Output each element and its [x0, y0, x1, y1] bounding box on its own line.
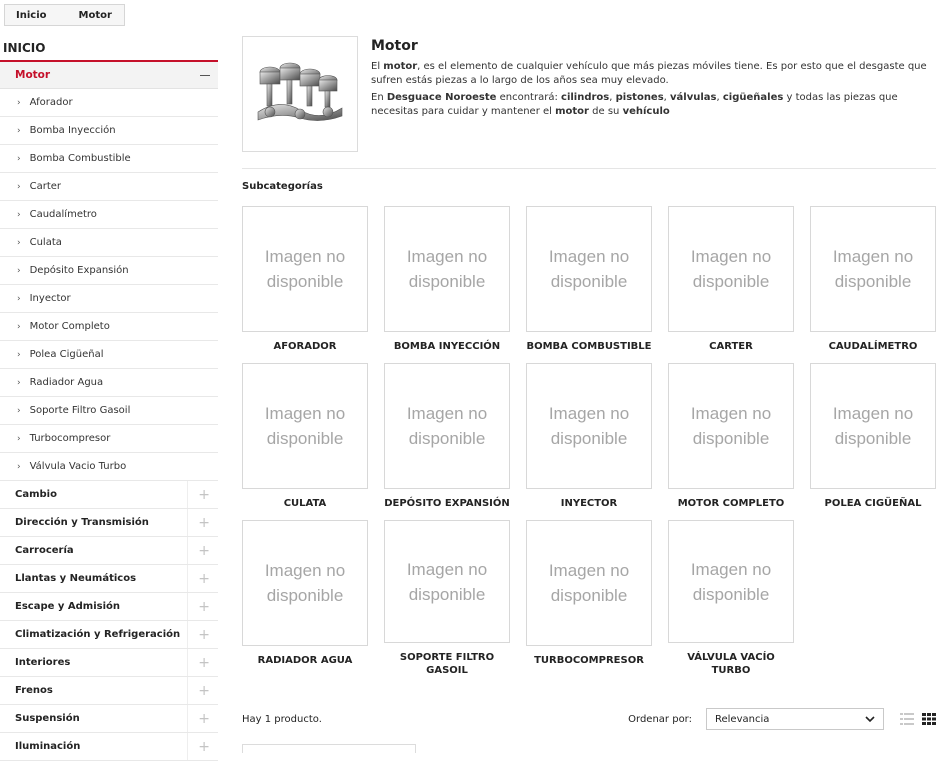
- chevron-right-icon: ›: [17, 209, 21, 220]
- product-count: Hay 1 producto.: [242, 713, 322, 725]
- sidebar-category[interactable]: [0, 565, 218, 593]
- sidebar-subitem[interactable]: [0, 201, 218, 229]
- grid-view-icon[interactable]: [922, 713, 936, 725]
- image-placeholder[interactable]: [242, 206, 368, 332]
- sidebar-category[interactable]: [0, 537, 218, 565]
- sidebar-subitem-label: Válvula Vacio Turbo: [29, 461, 127, 472]
- chevron-right-icon: ›: [17, 461, 21, 472]
- subcategory-tile[interactable]: [668, 520, 794, 677]
- sidebar-category-label: Carrocería: [15, 545, 74, 556]
- description-paragraph-1: [371, 60, 936, 87]
- sidebar-subitem[interactable]: [0, 341, 218, 369]
- sidebar-title[interactable]: INICIO: [0, 38, 218, 62]
- description-text: ,: [716, 92, 723, 103]
- placeholder-text: disponible: [408, 272, 486, 291]
- subcategory-name[interactable]: CULATA: [283, 498, 327, 509]
- image-placeholder[interactable]: [526, 363, 652, 489]
- sidebar-subitem[interactable]: [0, 397, 218, 425]
- subcategory-tile[interactable]: [384, 206, 510, 363]
- description-bold-text: válvulas: [670, 92, 717, 103]
- image-placeholder[interactable]: [242, 520, 368, 646]
- expand-plus-icon[interactable]: +: [187, 537, 210, 564]
- placeholder-text: disponible: [550, 429, 628, 448]
- placeholder-text: Imagen no: [406, 404, 488, 423]
- image-placeholder[interactable]: [668, 520, 794, 643]
- placeholder-text: Imagen no: [690, 247, 772, 266]
- placeholder-text: Imagen no: [406, 559, 488, 579]
- placeholder-text: disponible: [550, 586, 628, 605]
- sort-selected-value: Relevancia: [715, 713, 770, 725]
- sidebar-subitem-label: Soporte Filtro Gasoil: [29, 405, 131, 416]
- placeholder-text: disponible: [266, 272, 344, 291]
- description-text: En: [371, 92, 387, 103]
- image-placeholder[interactable]: [526, 206, 652, 332]
- sidebar-subitem[interactable]: [0, 89, 218, 117]
- sidebar-subitem-label: Depósito Expansión: [29, 265, 129, 276]
- sidebar-category[interactable]: [0, 509, 218, 537]
- chevron-right-icon: ›: [17, 433, 21, 444]
- description-text: El: [371, 61, 384, 72]
- sidebar-subitem-label: Culata: [29, 237, 62, 248]
- description-bold-text: Desguace Noroeste: [386, 92, 497, 103]
- sidebar-subitem[interactable]: [0, 285, 218, 313]
- description-text: ,: [663, 92, 671, 103]
- expand-plus-icon[interactable]: +: [187, 677, 210, 704]
- description-paragraph-2: [371, 91, 936, 118]
- subcategory-name[interactable]: CARTER: [709, 341, 753, 352]
- subcategories-heading: Subcategorías: [242, 181, 323, 192]
- subcategory-name[interactable]: BOMBA INYECCIÓN: [393, 341, 501, 352]
- subcategory-tile[interactable]: [526, 363, 652, 520]
- breadcrumb: [4, 4, 125, 26]
- description-bold-text: cigüeñales: [722, 92, 784, 103]
- sidebar-item-label: Motor: [15, 69, 51, 81]
- sidebar-category[interactable]: [0, 593, 218, 621]
- image-placeholder[interactable]: [384, 520, 510, 643]
- subcategory-name[interactable]: SOPORTE FILTRO GASOIL: [399, 652, 495, 676]
- placeholder-text: disponible: [266, 586, 344, 605]
- category-description: [371, 60, 936, 118]
- sidebar-subitem[interactable]: [0, 257, 218, 285]
- sidebar-category[interactable]: [0, 733, 218, 761]
- image-placeholder[interactable]: [242, 363, 368, 489]
- sidebar-category[interactable]: [0, 705, 218, 733]
- placeholder-text: disponible: [692, 584, 770, 604]
- placeholder-text: Imagen no: [406, 247, 488, 266]
- sidebar-subitem[interactable]: [0, 229, 218, 257]
- expand-plus-icon[interactable]: +: [187, 705, 210, 732]
- expand-plus-icon[interactable]: +: [187, 649, 210, 676]
- sidebar-subitem-label: Carter: [29, 181, 62, 192]
- category-header: [242, 36, 936, 154]
- placeholder-text: Imagen no: [264, 561, 346, 580]
- breadcrumb-home-link[interactable]: [5, 5, 61, 25]
- sidebar-subitem-label: Radiador Agua: [29, 377, 104, 388]
- sidebar-subitem-label: Aforador: [29, 97, 73, 108]
- description-bold-text: motor: [555, 105, 589, 117]
- description-bold-text: motor: [383, 61, 418, 72]
- chevron-right-icon: ›: [17, 237, 21, 248]
- subcategory-tile[interactable]: [242, 363, 368, 520]
- sidebar-item-motor[interactable]: [0, 62, 218, 89]
- sidebar-subitem-label: Motor Completo: [29, 321, 110, 332]
- subcategory-name[interactable]: POLEA CIGÜEÑAL: [824, 498, 922, 509]
- subcategory-tile[interactable]: [668, 363, 794, 520]
- products-toolbar: [242, 704, 936, 734]
- expand-plus-icon[interactable]: +: [187, 621, 210, 648]
- subcategory-tile[interactable]: [810, 363, 936, 520]
- engine-image-icon: [242, 36, 358, 152]
- subcategory-name[interactable]: INYECTOR: [560, 498, 618, 509]
- expand-plus-icon[interactable]: +: [187, 733, 210, 760]
- placeholder-text: Imagen no: [264, 404, 346, 423]
- description-bold-text: pistones: [615, 92, 664, 103]
- placeholder-text: disponible: [266, 429, 344, 448]
- main-content: [242, 36, 936, 677]
- subcategory-tile[interactable]: [526, 520, 652, 677]
- description-text: , es el elemento de cualquier vehículo que más piezas móviles tiene. Es por esto que el desgaste que sufren estás piezas a lo largo de los años sea muy elevado.: [371, 61, 927, 86]
- description-bold-text: vehículo: [622, 105, 670, 117]
- sidebar-subitem[interactable]: [0, 425, 218, 453]
- placeholder-text: disponible: [692, 429, 770, 448]
- placeholder-text: Imagen no: [832, 247, 914, 266]
- expand-plus-icon[interactable]: +: [187, 593, 210, 620]
- subcategory-name[interactable]: RADIADOR AGUA: [257, 655, 353, 666]
- chevron-right-icon: ›: [17, 293, 21, 304]
- subcategory-tile[interactable]: [384, 363, 510, 520]
- subcategory-tile[interactable]: [242, 520, 368, 677]
- sidebar-category-label: Frenos: [15, 685, 53, 696]
- sidebar-category[interactable]: [0, 621, 218, 649]
- placeholder-text: disponible: [692, 272, 770, 291]
- placeholder-text: Imagen no: [832, 404, 914, 423]
- expand-plus-icon[interactable]: +: [187, 481, 210, 508]
- sidebar-subitem-label: Polea Cigüeñal: [29, 349, 104, 360]
- subcategory-grid: [242, 206, 936, 677]
- subcategory-tile[interactable]: [384, 520, 510, 677]
- chevron-right-icon: ›: [17, 377, 21, 388]
- list-view-icon[interactable]: [900, 713, 914, 725]
- collapse-minus-icon[interactable]: [200, 75, 210, 76]
- placeholder-text: Imagen no: [690, 404, 772, 423]
- image-placeholder[interactable]: [384, 363, 510, 489]
- image-placeholder[interactable]: [668, 206, 794, 332]
- description-text: de su: [588, 105, 623, 117]
- sidebar-subitem-label: Inyector: [29, 293, 71, 304]
- sidebar-category-label: Suspensión: [15, 713, 80, 724]
- sidebar-subitem-label: Bomba Combustible: [29, 153, 131, 164]
- chevron-right-icon: ›: [17, 321, 21, 332]
- subcategory-name[interactable]: AFORADOR: [273, 341, 337, 352]
- subcategory-name[interactable]: TURBOCOMPRESOR: [534, 655, 644, 666]
- subcategory-name[interactable]: CAUDALÍMETRO: [828, 341, 918, 352]
- chevron-right-icon: ›: [17, 153, 21, 164]
- placeholder-text: Imagen no: [690, 559, 772, 579]
- placeholder-text: Imagen no: [548, 404, 630, 423]
- product-card[interactable]: [242, 744, 416, 753]
- chevron-right-icon: ›: [17, 97, 21, 108]
- sidebar-subitem[interactable]: [0, 145, 218, 173]
- sidebar-category-label: Iluminación: [15, 741, 81, 752]
- subcategory-name[interactable]: BOMBA COMBUSTIBLE: [526, 341, 652, 352]
- sidebar-subitem[interactable]: [0, 369, 218, 397]
- image-placeholder[interactable]: [668, 363, 794, 489]
- breadcrumb-home-label: Inicio: [16, 9, 47, 21]
- description-bold-text: cilindros: [561, 92, 610, 103]
- chevron-right-icon: ›: [17, 265, 21, 276]
- sidebar-subitem[interactable]: [0, 453, 218, 481]
- sidebar-subitem-label: Bomba Inyección: [29, 125, 116, 136]
- sort-select[interactable]: [706, 708, 884, 730]
- sidebar-category-label: Llantas y Neumáticos: [15, 573, 137, 584]
- sidebar-subitem-label: Caudalímetro: [29, 209, 97, 220]
- chevron-right-icon: ›: [17, 405, 21, 416]
- subcategory-tile[interactable]: [668, 206, 794, 363]
- sidebar-category[interactable]: [0, 481, 218, 509]
- subcategory-tile[interactable]: [526, 206, 652, 363]
- subcategory-name[interactable]: MOTOR COMPLETO: [677, 498, 785, 509]
- sidebar-category[interactable]: [0, 649, 218, 677]
- sort-label: Ordenar por:: [628, 713, 692, 725]
- category-title: Motor: [371, 38, 418, 54]
- sidebar-category-label: Escape y Admisión: [15, 601, 120, 612]
- sidebar-subitem[interactable]: [0, 117, 218, 145]
- subcategory-tile[interactable]: [810, 206, 936, 363]
- subcategory-name[interactable]: DEPÓSITO EXPANSIÓN: [384, 498, 510, 509]
- placeholder-text: disponible: [834, 429, 912, 448]
- subcategory-name[interactable]: VÁLVULA VACÍO TURBO: [687, 652, 775, 676]
- description-text: encontrará:: [496, 92, 562, 103]
- subcategory-tile[interactable]: [242, 206, 368, 363]
- sidebar-subitem[interactable]: [0, 313, 218, 341]
- description-text: y todas las piezas que necesitas para cuidar y mantener el: [371, 92, 898, 117]
- description-text: ,: [609, 92, 616, 103]
- sidebar-subitem-label: Turbocompresor: [29, 433, 111, 444]
- breadcrumb-current: Motor: [61, 5, 124, 25]
- sidebar-subitem[interactable]: [0, 173, 218, 201]
- placeholder-text: Imagen no: [548, 247, 630, 266]
- image-placeholder[interactable]: [810, 206, 936, 332]
- chevron-right-icon: ›: [17, 181, 21, 192]
- placeholder-text: disponible: [408, 584, 486, 604]
- sidebar-category-label: Dirección y Transmisión: [15, 517, 149, 528]
- sidebar-category-label: Climatización y Refrigeración: [15, 629, 181, 640]
- placeholder-text: Imagen no: [548, 561, 630, 580]
- placeholder-text: disponible: [550, 272, 628, 291]
- placeholder-text: disponible: [834, 272, 912, 291]
- chevron-right-icon: ›: [17, 349, 21, 360]
- divider: [242, 168, 936, 169]
- expand-plus-icon[interactable]: +: [187, 509, 210, 536]
- sidebar-category-label: Interiores: [15, 657, 71, 668]
- sidebar-category[interactable]: [0, 677, 218, 705]
- image-placeholder[interactable]: [384, 206, 510, 332]
- sidebar: [0, 38, 218, 761]
- image-placeholder[interactable]: [810, 363, 936, 489]
- image-placeholder[interactable]: [526, 520, 652, 646]
- sidebar-category-label: Cambio: [15, 489, 57, 500]
- expand-plus-icon[interactable]: +: [187, 565, 210, 592]
- placeholder-text: Imagen no: [264, 247, 346, 266]
- chevron-right-icon: ›: [17, 125, 21, 136]
- placeholder-text: disponible: [408, 429, 486, 448]
- chevron-down-icon: [865, 716, 875, 723]
